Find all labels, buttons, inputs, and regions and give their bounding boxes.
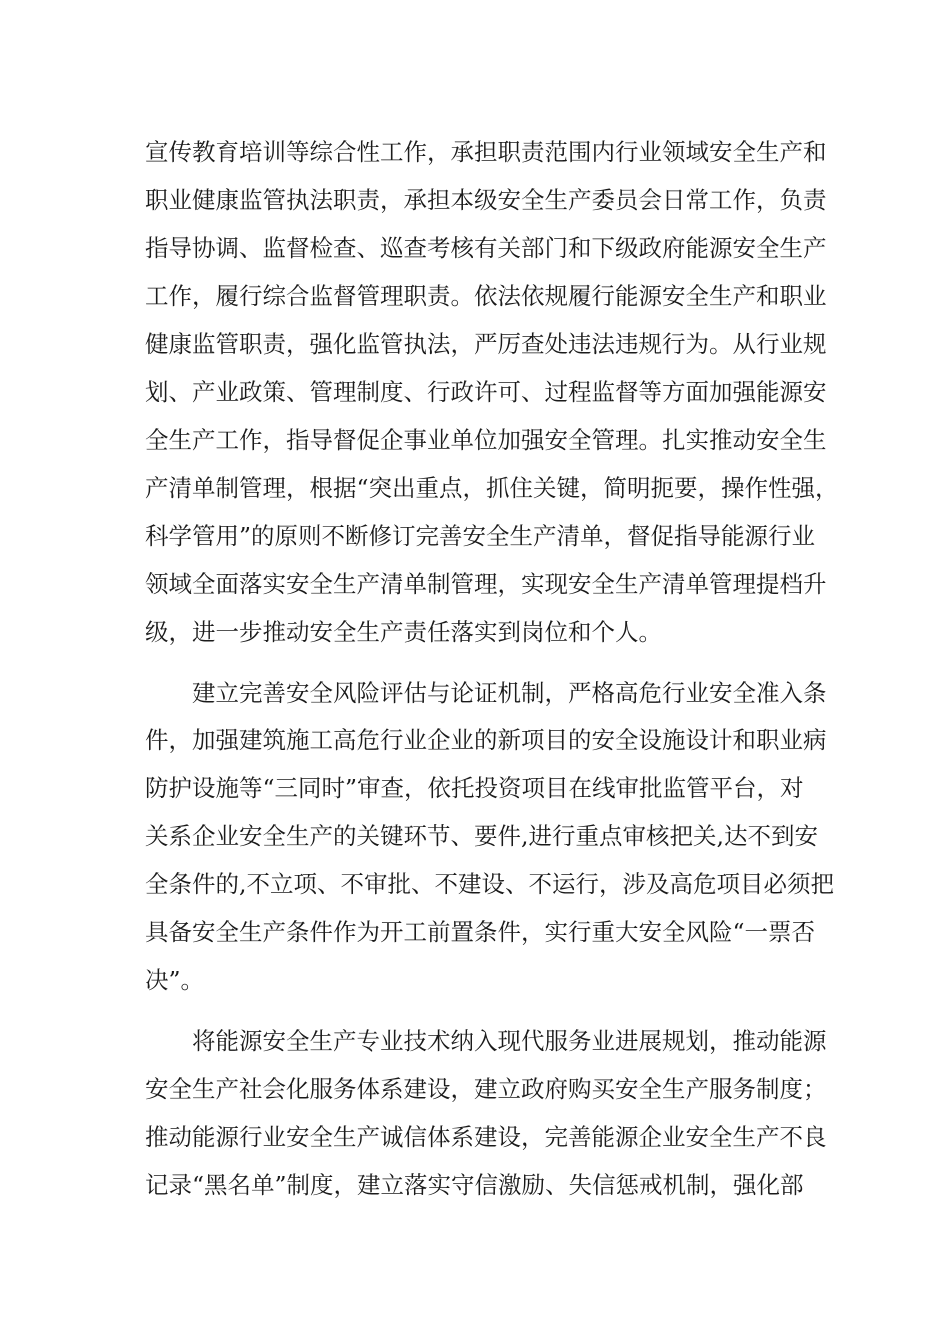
text-line: 关系企业安全生产的关键环节、要件,进行重点审核把关,达不到安 (145, 822, 818, 850)
text-line: 产清单制管理，根据“突出重点，抓住关键，简明扼要，操作性强， (145, 474, 839, 502)
text-line: 科学管用”的原则不断修订完善安全生产清单，督促指导能源行业 (145, 522, 816, 550)
text-line: 领域全面落实安全生产清单制管理，实现安全生产清单管理提档升 (145, 570, 827, 598)
text-line: 宣传教育培训等综合性工作，承担职责范围内行业领域安全生产和 (145, 138, 827, 166)
text-line: 决”。 (145, 966, 205, 994)
text-line: 件，加强建筑施工高危行业企业的新项目的安全设施设计和职业病 (145, 726, 827, 754)
text-line: 记录“黑名单”制度，建立落实守信激励、失信惩戒机制，强化部 (145, 1171, 804, 1199)
text-line: 健康监管职责，强化监管执法，严厉查处违法违规行为。从行业规 (145, 330, 827, 358)
text-line: 职业健康监管执法职责，承担本级安全生产委员会日常工作，负责 (145, 186, 827, 214)
text-line: 全生产工作，指导督促企事业单位加强安全管理。扎实推动安全生 (145, 426, 827, 454)
text-line: 防护设施等“三同时”审查，依托投资项目在线审批监管平台，对 (145, 774, 804, 802)
text-line: 安全生产社会化服务体系建设，建立政府购买安全生产服务制度； (145, 1075, 827, 1103)
text-line: 级，进一步推动安全生产责任落实到岗位和个人。 (145, 618, 662, 646)
text-line: 指导协调、监督检查、巡查考核有关部门和下级政府能源安全生产 (145, 234, 827, 262)
paragraph-first-line: 建立完善安全风险评估与论证机制，严格高危行业安全准入条 (192, 679, 827, 707)
paragraph-first-line: 将能源安全生产专业技术纳入现代服务业进展规划，推动能源 (192, 1027, 827, 1055)
text-line: 工作，履行综合监督管理职责。依法依规履行能源安全生产和职业 (145, 282, 827, 310)
text-line: 全条件的,不立项、不审批、不建设、不运行，涉及高危项目必须把 (145, 870, 834, 898)
text-line: 具备安全生产条件作为开工前置条件，实行重大安全风险“一票否 (145, 918, 816, 946)
text-line: 推动能源行业安全生产诚信体系建设，完善能源企业安全生产不良 (145, 1123, 827, 1151)
text-line: 划、产业政策、管理制度、行政许可、过程监督等方面加强能源安 (145, 378, 827, 406)
